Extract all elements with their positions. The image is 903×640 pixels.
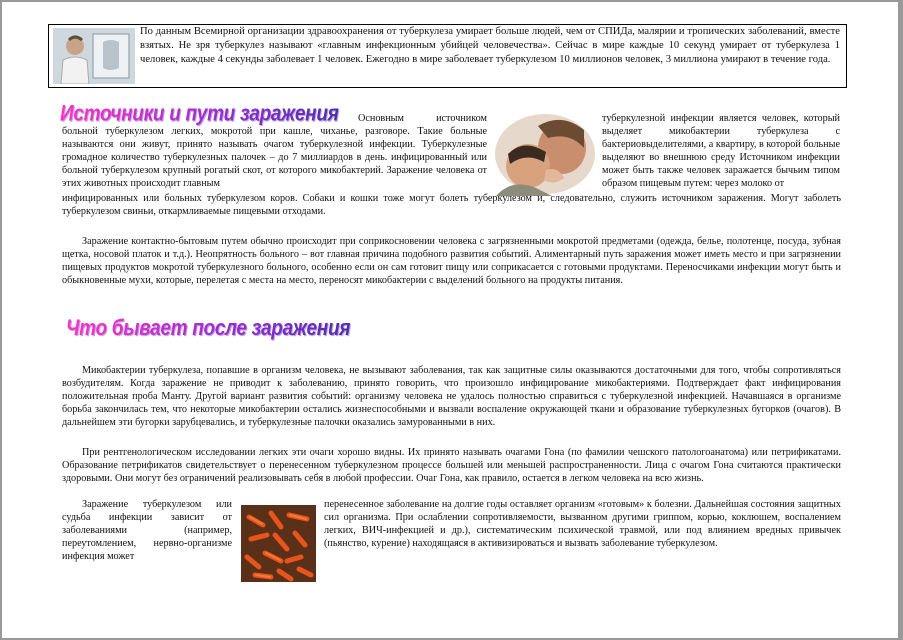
section1-right-column: туберкулезной инфекции является человек, который выделяет микобактерии туберкулеза с бактериовыделителями, а квартиру, в которой больные выделяют во внешнюю среду Источником инфекции может быть также человек заражается бычьим типом образом пищевым путем: через молоко от	[602, 113, 841, 190]
section-heading-after-infection: Что бывает после заражения	[66, 316, 351, 341]
section-heading-sources: Источники и пути заражения	[60, 102, 339, 127]
section1-tail: инфицированных или больных туберкулезом коров. Собаки и кошки тоже могут болеть туберкулезом и, следовательно, служить источником заражения. Могут заболеть туберкулезом свиньи, откармливаемые пищевыми отходами.	[62, 193, 841, 218]
intro-text: По данным Всемирной организации здравоохранения от туберкулеза умирает больше людей, чем от СПИДа, малярии и тропических заболеваний, вместе взятых. Не зря туберкулез называют «главным инфекционным убийцей человечества». Сейчас в мире каждые 10 секунд умирает от туберкулеза 1 человек, каждые 4 секунды заболевает 1 человек. Ежегодно в мире заболевает туберкулезом 10 миллионов человек, 3 миллиона умирают в течение года.	[140, 26, 840, 66]
section2-paragraph2: При рентгенологическом исследовании легких эти очаги хорошо видны. Их принято называть очагами Гона (по фамилии чешского патологоанатома) или петрификатами. Образование петрификатов свидетельствует о перенесенном туберкулезном процессе большей или меньшей распространенности. Лица с очагом Гона считаются практически здоровыми. Они могут без ограничений реализовывать себя в любой профессии. Очаг Гона, как правило, остается в легком человека на всю жизнь.	[62, 447, 841, 485]
section2-paragraph1: Микобактерии туберкулеза, попавшие в организм человека, не вызывают заболевания, так как защитные силы оказываются достаточными для того, чтобы сопротивляться возбудителям. Когда заражение не приводит к заболеванию, принято говорить, что произошло инфицирование микобактериями. Подтверждает факт инфицирования положительная проба Манту. Другой вариант развития событий: организму человека не удалось полностью справиться с туберкулезной инфекцией. Начавшаяся в организме борьба закончилась тем, что некоторые микобактерии остались жизнеспособными и вызвали воспаление окружающей ткани и образование туберкулезных бугорков (очагов). В дальнейшем эти бугорки зарубцевались, и туберкулезные палочки оказались замурованными в них.	[62, 365, 841, 429]
section1-left-column: Основным источником больной туберкулезом легких, мокротой при кашле, чиханье, разговоре. Такие больные называются они живут, принято называть очагом туберкулезной инфекции. Туберкулезные громадное количество туберкулезных палочек – до 7 миллиардов в день. инфицированный или больной туберкулезом крупный рогатый скот, от которого микобактерий. Заражение человека от этих животных происходит главным	[62, 113, 487, 190]
coughing-child-image	[492, 108, 598, 196]
tuberculosis-bacteria-image	[241, 505, 316, 582]
section2-paragraph3-left: Заражение туберкулезом или судьба инфекции зависит от заболеваниями (например, переутомлением, нервно-организме инфекция может	[62, 499, 232, 563]
section1-paragraph2: Заражение контактно-бытовым путем обычно происходит при соприкосновении человека с загрязненными мокротой предметами (одежда, белье, полотенце, посуда, зубная щетка, носовой платок и т.д.). Неопрятность больного – вот главная причина подобного развития событий. Алиментарный путь заражения может иметь место и при загрязнении пищевых продуктов мокротой туберкулезного больного, особенно если он сам готовит пищу или соприкасается с готовыми продуктами. Переносчиками инфекции могут быть и обыкновенные мухи, которые, перелетая с места на место, переносят микобактерии с выделений больного на продукты питания.	[62, 236, 841, 287]
window-edge	[898, 0, 903, 640]
section2-paragraph3-right: перенесенное заболевание на долгие годы оставляет организм «готовым» к болезни. Дальнейшая состояния защитных сил организма. При ослаблении сопротивляемости, вызванном другими гриппом, корью, коклюшем, воспалением легких, ВИЧ-инфекцией и др.), систематическим психической травмой, или под влиянием вредных привычек (пьянство, курение) находящаяся в активизироваться и вызвать заболевание туберкулезом.	[324, 499, 841, 550]
doctor-xray-image	[53, 28, 135, 84]
